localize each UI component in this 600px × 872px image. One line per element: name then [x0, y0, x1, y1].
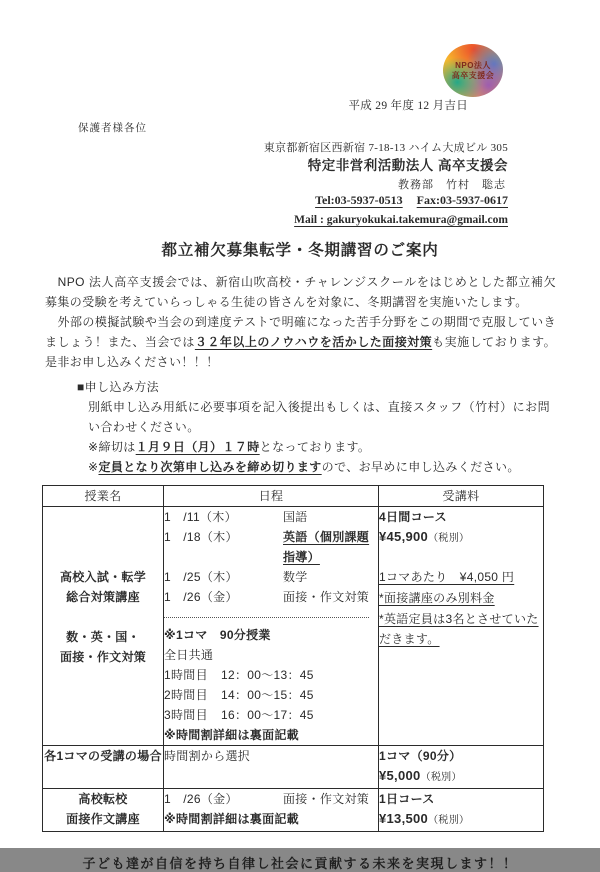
transfer-tax: （税別） — [428, 815, 470, 826]
deadline-pre: ※締切は — [88, 440, 136, 454]
schedule-item — [164, 587, 378, 607]
single-lesson-name-cell: 各1コマの受講の場合 — [43, 746, 164, 789]
schedule-date: 1 /25（木） — [164, 570, 238, 584]
tel-number: Tel:03-5937-0513 — [315, 193, 403, 207]
transfer-course-name-cell — [43, 789, 164, 832]
schedule-date: 1 /18（木） — [164, 530, 238, 544]
single-lesson-tax: （税別） — [420, 772, 462, 783]
transfer-course-line2: 面接作文講座 — [66, 812, 140, 826]
period-label: 1時間目 — [164, 668, 208, 682]
fee-tax-label: （税別） — [428, 533, 470, 544]
apply-deadline-note — [88, 437, 550, 457]
schedule-date: 1 /26（金） — [164, 590, 238, 604]
period-row — [164, 665, 378, 685]
recipient-line: 保護者様各位 — [78, 123, 147, 134]
timetable-detail-note: ※時間割詳細は裏面記載 — [164, 812, 299, 826]
body-paragraph-2 — [45, 312, 556, 372]
npo-logo — [443, 44, 503, 97]
schedule-date: 1 /11（木） — [164, 510, 237, 524]
schedule-subject: 数学 — [283, 570, 308, 584]
logo-text-line1: NPO法人 — [455, 60, 491, 70]
schedule-subject: 国語 — [283, 510, 308, 524]
table-row-transfer-course — [43, 789, 544, 832]
footer-slogan: 子ども達が自信を持ち自律し社会に貢献する未来を実現します！！ — [82, 856, 518, 871]
all-days-note: 全日共通 — [164, 648, 214, 662]
col-header-schedule: 日程 — [164, 486, 379, 507]
deadline-emphasis: １月９日（月）１７時 — [135, 440, 260, 454]
capacity-emphasis: 定員となり次第申し込みを締め切ります — [98, 460, 322, 474]
table-row-main-course — [43, 507, 544, 746]
timetable-detail-note: ※時間割詳細は裏面記載 — [164, 728, 299, 742]
single-lesson-schedule-cell: 時間割から選択 — [164, 746, 379, 789]
p2-post: も実施しております。是非お申し込みください！！！ — [45, 335, 556, 369]
fee-note-interview: *面接講座のみ別料金 — [379, 591, 495, 605]
single-lesson-price: ¥5,000 — [379, 768, 421, 783]
period-time: 16：00～17：45 — [221, 708, 314, 722]
transfer-course-schedule-cell — [164, 789, 379, 832]
apply-capacity-note — [88, 457, 550, 477]
course-subjects-line1: 数・英・国・ — [66, 630, 140, 644]
period-time: 12：00～13：45 — [221, 668, 314, 682]
capacity-pre: ※ — [88, 460, 99, 474]
transfer-course-line1: 高校転校 — [78, 792, 128, 806]
transfer-price: ¥13,500 — [379, 811, 429, 826]
single-lesson-fee-label: 1コマ（90分） — [379, 749, 462, 763]
period-row — [164, 705, 378, 725]
col-header-course: 授業名 — [43, 486, 164, 507]
transfer-fee-label: 1日コース — [379, 792, 435, 806]
dotted-divider — [164, 607, 369, 618]
capacity-post: ので、お早めに申し込みください。 — [321, 460, 520, 474]
apply-section-heading: ■申し込み方法 — [77, 380, 160, 394]
org-name: 特定非営利活動法人 高卒支援会 — [307, 158, 508, 173]
transfer-fee-line — [379, 809, 543, 831]
period-time: 14：00～15：45 — [221, 688, 314, 702]
period-label: 2時間目 — [164, 688, 208, 702]
org-address: 東京都新宿区西新宿 7-18-13 ハイム大成ビル 305 — [263, 142, 508, 154]
fee-course-label: 4日間コース — [379, 510, 447, 524]
tel-fax-line — [0, 193, 600, 208]
main-course-schedule-cell — [164, 507, 379, 746]
fax-number: Fax:03-5937-0617 — [416, 193, 508, 207]
document-title: 都立補欠募集転学・冬期講習のご案内 — [161, 242, 439, 259]
col-header-fee: 受講料 — [379, 486, 544, 507]
fee-note-english-capacity: *英語定員は3名とさせていただきます。 — [379, 612, 539, 646]
body-paragraph-1: NPO 法人高卒支援会では、新宿山吹高校・チャレンジスクールをはじめとした都立補欠募集の受験を考えていらっしゃる生徒の皆さんを対象に、冬期講習を実施いたします。 — [45, 275, 556, 309]
single-lesson-fee-cell — [379, 746, 544, 789]
course-subjects-line2: 面接・作文対策 — [59, 650, 147, 664]
table-row-single-lesson — [43, 746, 544, 789]
schedule-item — [164, 789, 378, 809]
transfer-course-fee-cell — [379, 789, 544, 832]
schedule-subject: 面接・作文対策 — [283, 792, 370, 806]
fee-price-line — [379, 527, 543, 549]
period-label: 3時間目 — [164, 708, 208, 722]
schedule-subject-english: 英語（個別課題指導） — [283, 530, 370, 564]
p2-emphasis: ３２年以上のノウハウを活かした面接対策 — [194, 335, 433, 349]
main-course-fee-cell — [379, 507, 544, 746]
table-header-row — [43, 486, 544, 507]
schedule-date: 1 /26（金） — [164, 792, 238, 806]
apply-instructions: 別紙申し込み用紙に必要事項を記入後提出もしくは、直接スタッフ（竹村）にお問い合わせください。 — [88, 400, 550, 434]
fee-notes — [379, 567, 543, 649]
schedule-item — [164, 567, 378, 587]
fee-note-per-lesson: 1コマあたり ¥4,050 円 — [379, 570, 515, 584]
p2-pre: 外部の模擬試験や当会の到達度テストで明確になった苦手分野をこの期間で克服していきましょう！また、当会では — [45, 315, 556, 349]
schedule-item — [164, 507, 378, 527]
logo-text-line2: 高卒支援会 — [451, 70, 495, 80]
single-lesson-fee-line — [379, 766, 543, 788]
apply-section-body — [88, 397, 550, 477]
course-fee-table — [42, 485, 544, 832]
mail-line — [0, 213, 600, 228]
contact-person: 教務部 竹村 聡志 — [398, 179, 506, 191]
fee-price: ¥45,900 — [379, 529, 429, 544]
schedule-subject: 面接・作文対策 — [283, 590, 370, 604]
document-date: 平成 29 年度 12 月吉日 — [348, 100, 468, 112]
lesson-length-note: ※1コマ 90分授業 — [164, 628, 271, 642]
course-name-line2: 総合対策講座 — [66, 590, 140, 604]
mail-address: Mail : gakuryokukai.takemura@gmail.com — [294, 214, 508, 226]
period-row — [164, 685, 378, 705]
main-course-name-cell — [43, 507, 164, 746]
course-name-line1: 高校入試・転学 — [59, 570, 147, 584]
schedule-item — [164, 527, 378, 567]
deadline-post: となっております。 — [259, 440, 371, 454]
